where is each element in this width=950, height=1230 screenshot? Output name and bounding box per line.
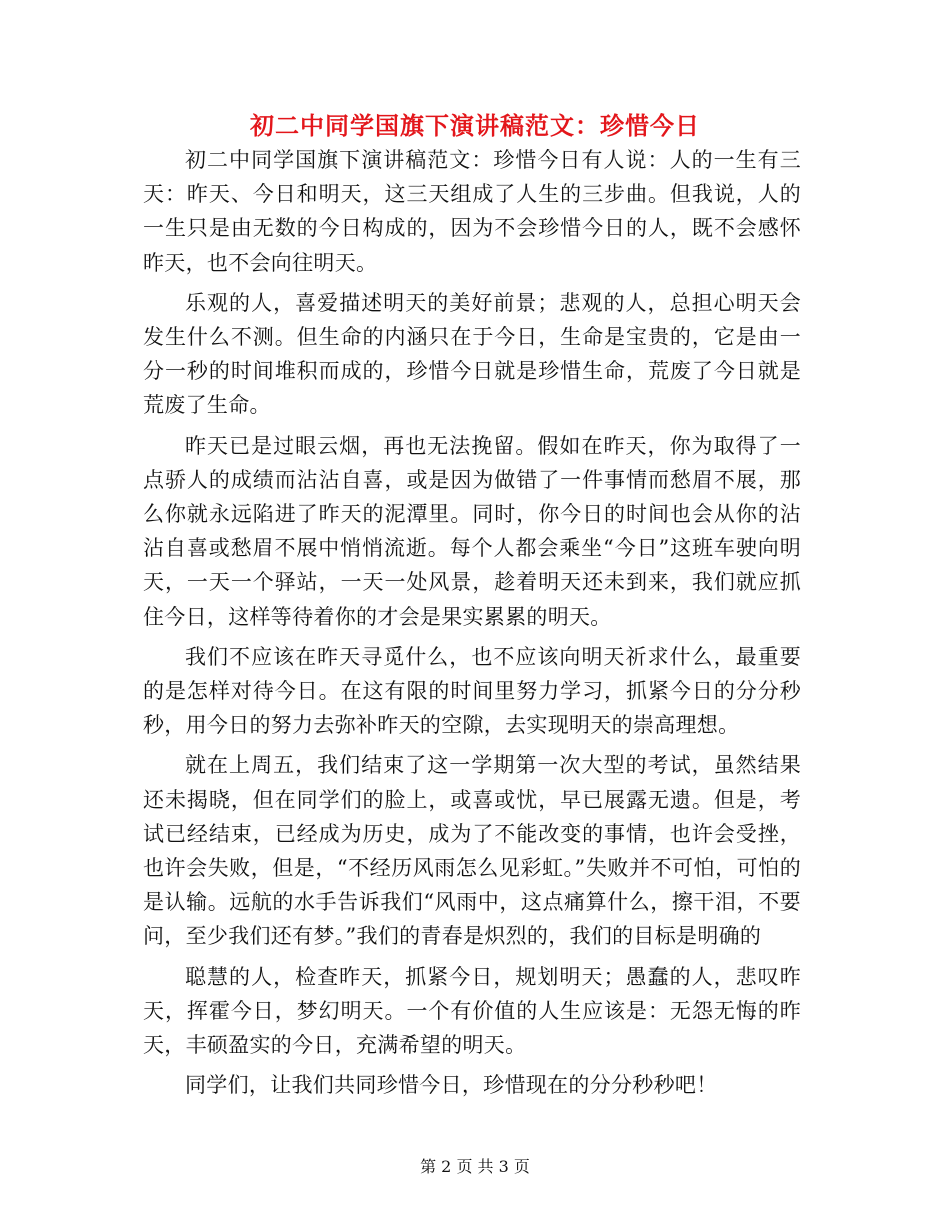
paragraph-3: 昨天已是过眼云烟，再也无法挽留。假如在昨天，你为取得了一点骄人的成绩而沾沾自喜，或是因为做错了一件事情而愁眉不展，那么你就永远陷进了昨天的泥潭里。同时，你今日的时间也会从你的沾沾自喜或愁眉不展中悄悄流逝。每个人都会乘坐“今日”这班车驶向明天，一天一个驿站，一天一处风景，趁着明天还未到来，我们就应抓住今日，这样等待着你的才会是果实累累的明天。 [143,433,801,629]
paragraph-2: 乐观的人，喜爱描述明天的美好前景；悲观的人，总担心明天会发生什么不测。但生命的内涵只在于今日，生命是宝贵的，它是由一分一秒的时间堆积而成的，珍惜今日就是珍惜生命，荒废了今日就是荒废了生命。 [143,290,801,418]
document-title: 初二中同学国旗下演讲稿范文：珍惜今日 [250,111,700,140]
document-body [143,143,801,1108]
page-number-footer: 第 2 页 共 3 页 [420,1157,530,1176]
paragraph-7: 同学们，让我们共同珍惜今日，珍惜现在的分分秒秒吧！ [185,1073,718,1098]
paragraph-4: 我们不应该在昨天寻觅什么，也不应该向明天祈求什么，最重要的是怎样对待今日。在这有限的时间里努力学习，抓紧今日的分分秒秒，用今日的努力去弥补昨天的空隙，去实现明天的崇高理想。 [143,644,801,738]
paragraph-1: 初二中同学国旗下演讲稿范文：珍惜今日有人说：人的一生有三天：昨天、今日和明天，这三天组成了人生的三步曲。但我说，人的一生只是由无数的今日构成的，因为不会珍惜今日的人，既不会感怀昨天，也不会向往明天。 [143,148,801,275]
paragraph-6: 聪慧的人，检查昨天，抓紧今日，规划明天；愚蠢的人，悲叹昨天，挥霍今日，梦幻明天。一个有价值的人生应该是：无怨无悔的昨天，丰硕盈实的今日，充满希望的明天。 [143,964,801,1058]
paragraph-5: 就在上周五，我们结束了这一学期第一次大型的考试，虽然结果还未揭晓，但在同学们的脸上，或喜或忧，早已展露无遗。但是，考试已经结束，已经成为历史，成为了不能改变的事情，也许会受挫，也许会失败，但是，“不经历风雨怎么见彩虹。”失败并不可怕，可怕的是认输。远航的水手告诉我们“风雨中，这点痛算什么，擦干泪，不要问，至少我们还有梦。”我们的青春是炽烈的，我们的目标是明确的 [143,753,801,949]
